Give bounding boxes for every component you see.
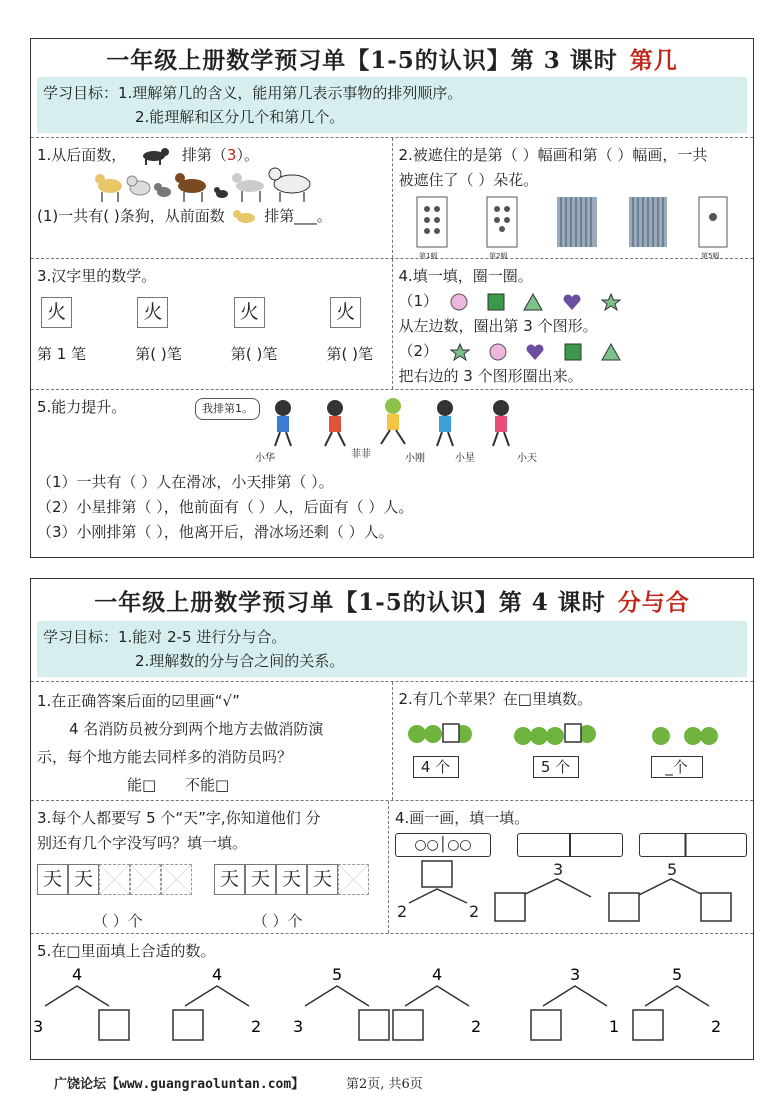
s2-question-3: 3.每个人都要写 5 个“天”字,你知道他们 分 别还有几个字没写吗？填一填。 天 天 天 天 天 天 （ ）个 （ ）个: [31, 801, 388, 933]
number-bond-trees: [33, 964, 747, 1050]
draw-box-2[interactable]: [517, 833, 623, 857]
s1-question-1: 1.从后面数， 排第（3）。 (1)一共有( )条狗，从前面数 排第___。: [31, 138, 392, 258]
empty-grid: [338, 864, 369, 895]
sheet2-goals: 学习目标：1.能对 2-5 进行分与合。 2.理解数的分与合之间的关系。: [37, 621, 747, 677]
worksheet-lesson-4: [30, 578, 754, 1060]
paintings-illustration: [399, 195, 739, 261]
bond-left-number: 3: [293, 1017, 304, 1036]
sheet1-title: 一年级上册数学预习单【1-5的认识】第 3 课时 第几: [106, 46, 678, 74]
sheet1-goals: 学习目标：1.理解第几的含义，能用第几表示事物的排列顺序。 2.能理解和区分几个和第几个。: [37, 77, 747, 133]
yellow-dog-icon: [232, 208, 258, 226]
dog-icon: [138, 146, 170, 166]
square-shape-icon: [564, 343, 582, 361]
option-yes[interactable]: 能□: [127, 776, 157, 794]
triangle-shape-icon: [523, 293, 543, 311]
apple-box-2[interactable]: 5 个: [533, 756, 579, 778]
s2-question-1: 1.在正确答案后面的☑里画“√” 4 名消防员被分到两个地方去做消防演 示，每个地方能去同样多的消防员吗？ 能□ 不能□: [37, 692, 324, 794]
heart-shape-icon: [562, 293, 582, 311]
circle-shape-icon: [450, 293, 468, 311]
caption-1: 第1幅: [418, 252, 437, 260]
bond-right-answer-box[interactable]: [99, 1010, 129, 1040]
apple-box-1[interactable]: 4 个: [413, 756, 459, 778]
bond-top-number: 3: [570, 965, 581, 984]
s1-question-5: 5.能力提升。 我排第1。 小华 菲菲 小刚 小星 小天 （1）一共有（ ）人在滑冰，小天排第（ ）。 （2）小星排第（ ），他前面有（ ）人，后面有（ ）人。 （3）小刚排第（ ），他离开后，滑冰场还剩（ ）人。: [31, 390, 753, 552]
circles-box: ○○│○○: [395, 833, 491, 857]
number-bond-1: [33, 965, 129, 1040]
bond-left-answer-box[interactable]: [393, 1010, 423, 1040]
number-bond-2: [173, 965, 261, 1040]
tian-char: 天: [214, 864, 245, 895]
fire-char-3: 火: [234, 297, 265, 328]
square-shape-icon: [487, 293, 505, 311]
footer-page: 第2页, 共6页: [346, 1077, 423, 1092]
caption-5: 第5幅: [700, 252, 719, 260]
draw-box-3[interactable]: [639, 833, 747, 857]
empty-grid: [161, 864, 192, 895]
speech-bubble: 我排第1。: [195, 398, 260, 420]
star-shape-icon: [601, 293, 621, 311]
s2-question-4: 4.画一画，填一填。 ○○│○○ 2 2 3 5: [388, 801, 753, 933]
bond-right-number: 1: [609, 1017, 620, 1036]
svg-text:2: 2: [469, 902, 480, 921]
heart-shape-icon: [525, 343, 545, 361]
apple-box-3[interactable]: _个: [651, 756, 703, 778]
bond-right-number: 2: [711, 1017, 722, 1036]
circle-shape-icon: [489, 343, 507, 361]
empty-grid: [130, 864, 161, 895]
tian-char: 天: [307, 864, 338, 895]
s2-question-5: 5.在□里面填上合适的数。 4 3 4 2 5 3 4 2 3 1 5 2: [31, 934, 753, 1052]
tian-char: 天: [276, 864, 307, 895]
bond-left-answer-box[interactable]: [531, 1010, 561, 1040]
s2-question-2: 2.有几个苹果？在□里填数。 4 个 5 个 _个: [392, 682, 754, 800]
option-no[interactable]: 不能□: [184, 776, 230, 794]
bond-top-number: 5: [332, 965, 343, 984]
star-shape-icon: [450, 343, 470, 361]
svg-text:2: 2: [397, 902, 408, 921]
s1-question-3: 3.汉字里的数学。 火 火 火 火 第 1 笔 第( )笔 第( )笔 第( )笔: [37, 267, 373, 363]
fire-char-2: 火: [137, 297, 168, 328]
fire-char-1: 火: [41, 297, 72, 328]
tian-char: 天: [245, 864, 276, 895]
bond-right-number: 2: [251, 1017, 262, 1036]
triangle-shape-icon: [601, 343, 621, 361]
split-trees: [395, 859, 745, 925]
number-bond-4: [393, 965, 481, 1040]
caption-2: 第2幅: [488, 252, 507, 260]
bond-right-number: 2: [471, 1017, 482, 1036]
bond-left-number: 3: [33, 1017, 44, 1036]
s1-question-2: 2.被遮住的是第（ ）幅画和第（ ）幅画，一共 被遮住了（ ）朵花。 第1幅 第2幅 第5幅: [392, 138, 754, 258]
bond-top-number: 4: [72, 965, 83, 984]
sheet2-title: 一年级上册数学预习单【1-5的认识】第 4 课时 分与合: [94, 588, 690, 616]
bond-top-number: 5: [672, 965, 683, 984]
svg-text:5: 5: [667, 860, 678, 879]
fire-char-4: 火: [330, 297, 361, 328]
number-bond-5: [531, 965, 619, 1040]
s1-question-4: 4.填一填，圈一圈。 （1） 从左边数，圈出第 3 个图形。 （2） 把右边的 3 个图形圈出来。: [392, 259, 754, 389]
number-bond-6: [633, 965, 721, 1040]
dogs-row-illustration: [92, 168, 362, 204]
bond-right-answer-box[interactable]: [359, 1010, 389, 1040]
tian-char: 天: [68, 864, 99, 895]
bond-top-number: 4: [432, 965, 443, 984]
footer-site: 广饶论坛【www.guangraoluntan.com】: [54, 1077, 305, 1092]
number-bond-3: [293, 965, 389, 1040]
bond-top-number: 4: [212, 965, 223, 984]
empty-grid: [99, 864, 130, 895]
tian-char: 天: [37, 864, 68, 895]
worksheet-lesson-3: [30, 38, 754, 558]
svg-text:3: 3: [553, 860, 564, 879]
bond-left-answer-box[interactable]: [173, 1010, 203, 1040]
apples-illustration: [399, 712, 739, 752]
bond-left-answer-box[interactable]: [633, 1010, 663, 1040]
